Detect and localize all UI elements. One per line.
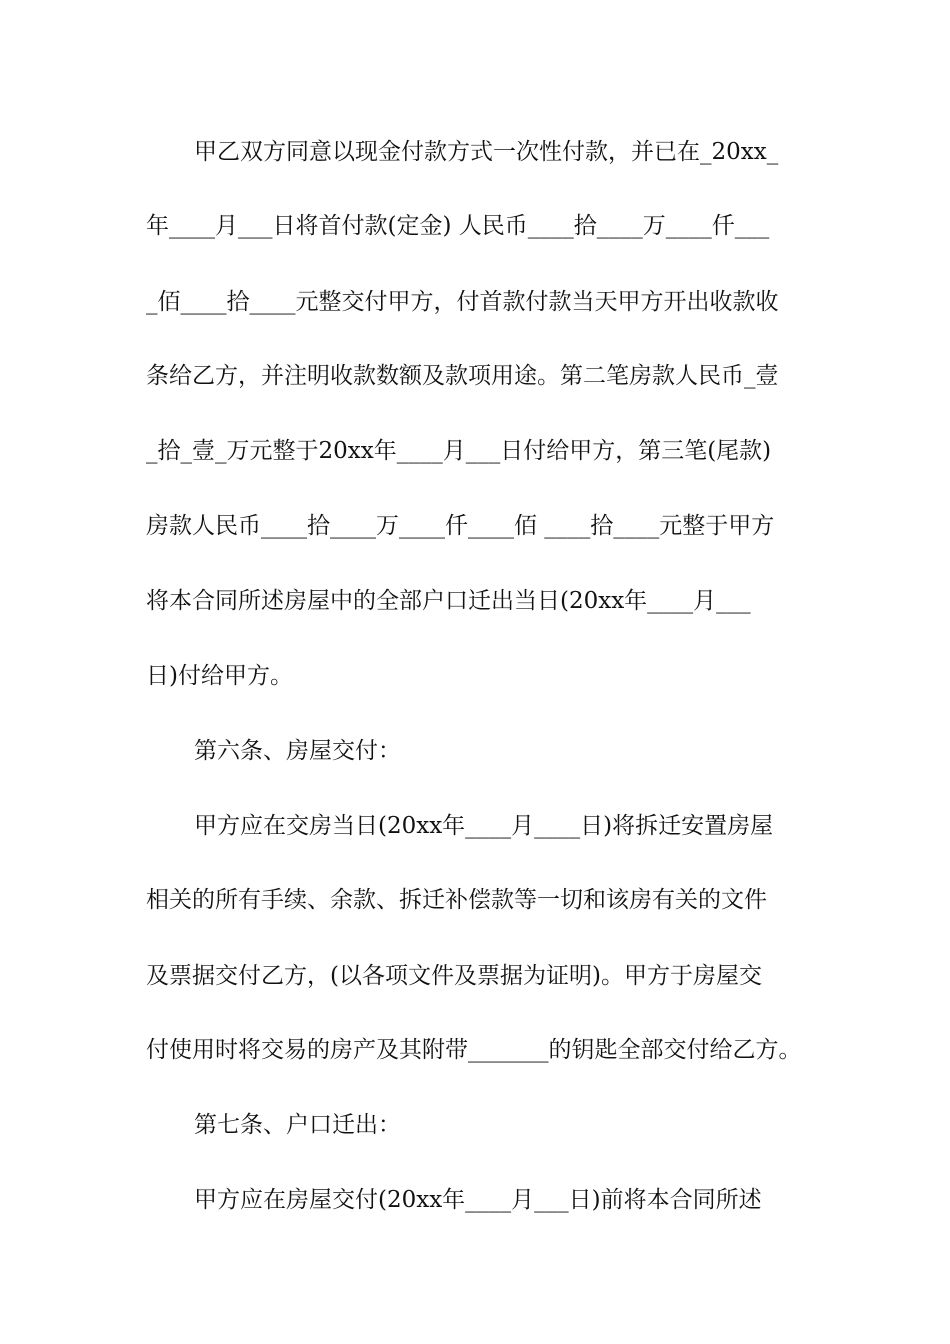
paragraph-payment-line-6: 房款人民币____拾____万____仟____佰 ____拾____元整于甲方: [146, 513, 775, 539]
paragraph-payment-line-8: 日)付给甲方。: [146, 663, 293, 689]
paragraph-payment-line-2: 年____月___日将首付款(定金) 人民币____拾____万____仟___: [146, 213, 770, 239]
paragraph-payment-line-7: 将本合同所述房屋中的全部户口迁出当日(20xx年____月___: [146, 588, 751, 614]
section-heading-article-6: 第六条、房屋交付：: [194, 738, 401, 764]
paragraph-delivery-line-2: 相关的所有手续、余款、拆迁补偿款等一切和该房有关的文件: [146, 887, 767, 913]
paragraph-payment-line-4: 条给乙方，并注明收款数额及款项用途。第二笔房款人民币_壹: [146, 363, 779, 389]
paragraph-delivery-line-4: 付使用时将交易的房产及其附带_______的钥匙全部交付给乙方。: [146, 1037, 802, 1063]
paragraph-payment-line-3: _佰____拾____元整交付甲方，付首款付款当天甲方开出收款收: [146, 289, 779, 315]
paragraph-payment-line-1: 甲乙双方同意以现金付款方式一次性付款，并已在_20xx_: [194, 139, 779, 165]
paragraph-household-line-1: 甲方应在房屋交付(20xx年____月___日)前将本合同所述: [194, 1187, 762, 1213]
paragraph-delivery-line-3: 及票据交付乙方，(以各项文件及票据为证明)。甲方于房屋交: [146, 963, 762, 989]
paragraph-delivery-line-1: 甲方应在交房当日(20xx年____月____日)将拆迁安置房屋: [194, 813, 774, 839]
paragraph-payment-line-5: _拾_壹_万元整于20xx年____月___日付给甲方，第三笔(尾款): [146, 438, 772, 464]
section-heading-article-7: 第七条、户口迁出：: [194, 1112, 401, 1138]
